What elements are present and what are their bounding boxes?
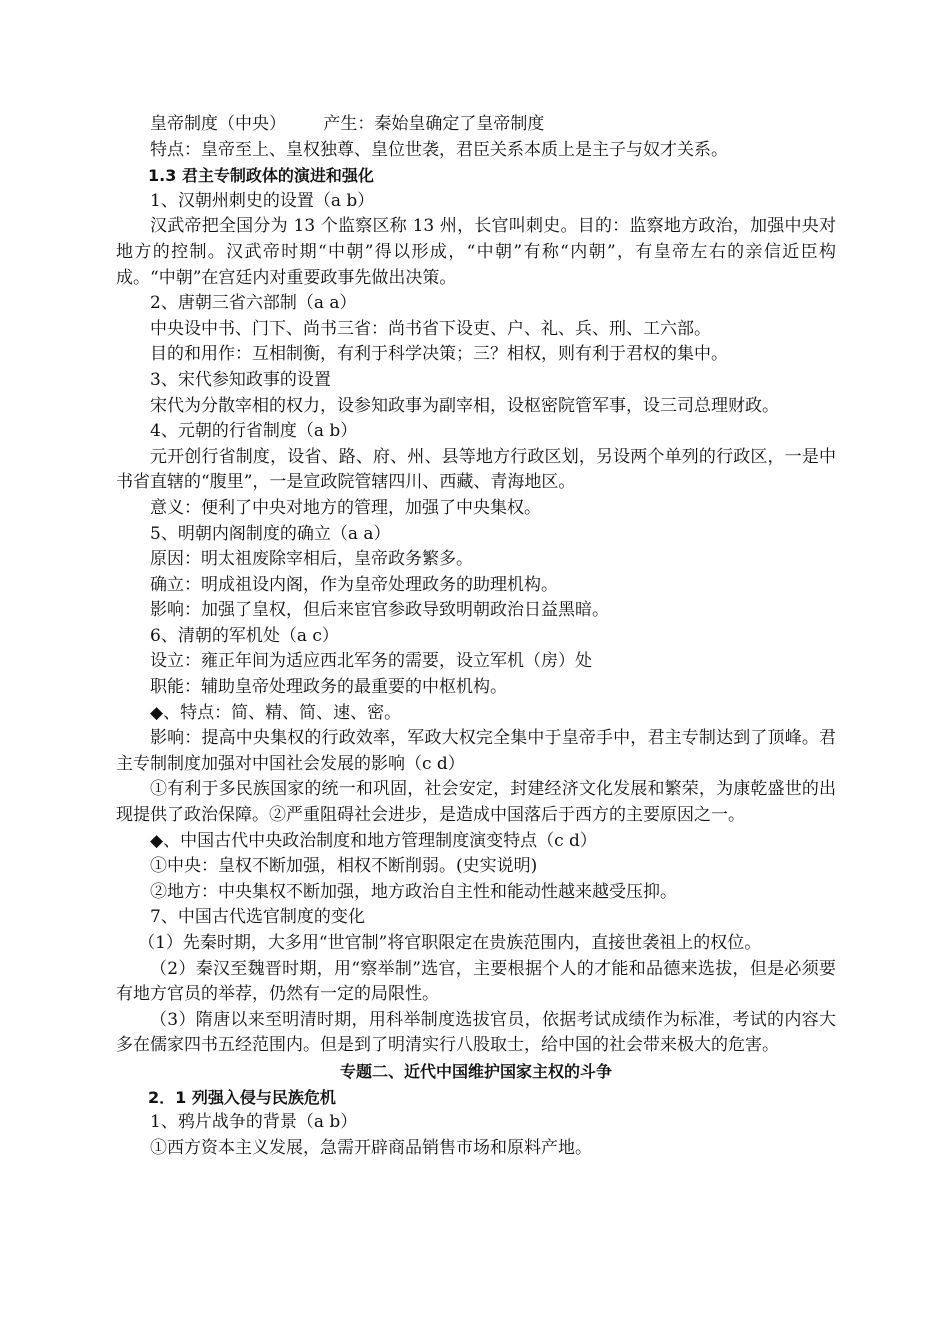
section-heading-1-3: 1.3 君主专制政体的演进和强化 bbox=[148, 166, 374, 186]
item-heading-2: 2、唐朝三省六部制（a a） bbox=[150, 293, 357, 314]
paragraph-yuan-significance: 意义：便利了中央对地方的管理，加强了中央集权。 bbox=[150, 497, 541, 518]
paragraph-qing-setup: 设立：雍正年间为适应西北军务的需要，设立军机（房）处 bbox=[150, 651, 592, 672]
paragraph-opium-background: ①西方资本主义发展，急需开辟商品销售市场和原料产地。 bbox=[150, 1137, 592, 1158]
paragraph-selection-2: （2）秦汉至魏晋时期，用“察举制”选官，主要根据个人的才能和品德来选拔，但是必须要有地方官员的举荐，仍然有一定的局限性。 bbox=[116, 958, 836, 1005]
item-heading-6: 6、清朝的军机处（a c） bbox=[150, 625, 339, 646]
item-heading-3: 3、宋代参知政事的设置 bbox=[150, 369, 331, 390]
paragraph-tang-purpose: 目的和用作：互相制衡，有利于科学决策；三？相权，则有利于君权的集中。 bbox=[150, 344, 728, 365]
topic-2-title: 专题二、近代中国维护国家主权的斗争 bbox=[339, 1061, 612, 1081]
paragraph-evolution-features: ◆、中国古代中央政治制度和地方管理制度演变特点（c d） bbox=[150, 830, 597, 851]
item-heading-4: 4、元朝的行省制度（a b） bbox=[150, 421, 358, 442]
item-heading-1: 1、汉朝州刺史的设置（a b） bbox=[150, 190, 375, 211]
paragraph-local: ②地方：中央集权不断加强，地方政治自主性和能动性越来越受压抑。 bbox=[150, 881, 677, 902]
paragraph-central: ①中央：皇权不断加强，相权不断削弱。(史实说明) bbox=[150, 856, 538, 877]
item-heading-7: 7、中国古代选官制度的变化 bbox=[150, 907, 365, 928]
text-emperor-system-origin: 产生：秦始皇确定了皇帝制度 bbox=[323, 114, 545, 134]
item-heading-opium-war: 1、鸦片战争的背景（a b） bbox=[150, 1112, 358, 1133]
document-page bbox=[116, 112, 836, 1161]
text-emperor-system-title: 皇帝制度（中央） bbox=[150, 114, 286, 134]
paragraph-yuan-province: 元开创行省制度，设省、路、府、州、县等地方行政区划，另设两个单列的行政区，一是中书省直辖的“腹里”，一是宣政院管辖四川、西藏、青海地区。 bbox=[116, 446, 836, 493]
paragraph-qing-impact: 影响：提高中央集权的行政效率，军政大权完全集中于皇帝手中，君主专制达到了顶峰。君主专制制度加强对中国社会发展的影响（c d） bbox=[116, 728, 836, 774]
item-heading-5: 5、明朝内阁制度的确立（a a） bbox=[150, 523, 391, 544]
paragraph-emperor-features: 特点：皇帝至上、皇权独尊、皇位世袭，君臣关系本质上是主子与奴才关系。 bbox=[150, 139, 728, 160]
paragraph-ming-establish: 确立：明成祖设内阁，作为皇帝处理政务的助理机构。 bbox=[150, 574, 558, 595]
paragraph-autocracy-effects: ①有利于多民族国家的统一和巩固，社会安定，封建经济文化发展和繁荣，为康乾盛世的出现提供了政治保障。②严重阻碍社会进步，是造成中国落后于西方的主要原因之一。 bbox=[116, 779, 836, 826]
paragraph-qing-function: 职能：辅助皇帝处理政务的最重要的中枢机构。 bbox=[150, 677, 507, 698]
paragraph-selection-3: （3）隋唐以来至明清时期，用科举制度选拔官员，依据考试成绩作为标准，考试的内容大多在儒家四书五经范围内。但是到了明清实行八股取士，给中国的社会带来极大的危害。 bbox=[116, 1009, 836, 1056]
section-heading-2-1: 2．1 列强入侵与民族危机 bbox=[148, 1087, 336, 1107]
paragraph-selection-1: （1）先秦时期，大多用“世官制”将官职限定在贵族范围内，直接世袭祖上的权位。 bbox=[138, 933, 762, 953]
paragraph-tang-departments: 中央设中书、门下、尚书三省：尚书省下设吏、户、礼、兵、刑、工六部。 bbox=[150, 318, 711, 339]
paragraph-ming-impact: 影响：加强了皇权，但后来宦官参政导致明朝政治日益黑暗。 bbox=[150, 600, 609, 621]
paragraph-han-inspector: 汉武帝把全国分为 13 个监察区称 13 州，长官叫刺史。目的：监察地方政治，加强中央对地方的控制。汉武帝时期“中朝”得以形成，“中朝”有称“内朝”，有皇帝左右的亲信近臣构成。“中朝”在宫廷内对重要政事先做出决策。 bbox=[116, 216, 836, 288]
paragraph-emperor-system bbox=[116, 112, 836, 138]
paragraph-qing-features: ◆、特点：简、精、简、速、密。 bbox=[150, 702, 402, 723]
paragraph-ming-reason: 原因：明太祖废除宰相后，皇帝政务繁多。 bbox=[150, 549, 473, 570]
paragraph-song-deputy: 宋代为分散宰相的权力，设参知政事为副宰相，设枢密院管军事，设三司总理财政。 bbox=[150, 395, 779, 416]
